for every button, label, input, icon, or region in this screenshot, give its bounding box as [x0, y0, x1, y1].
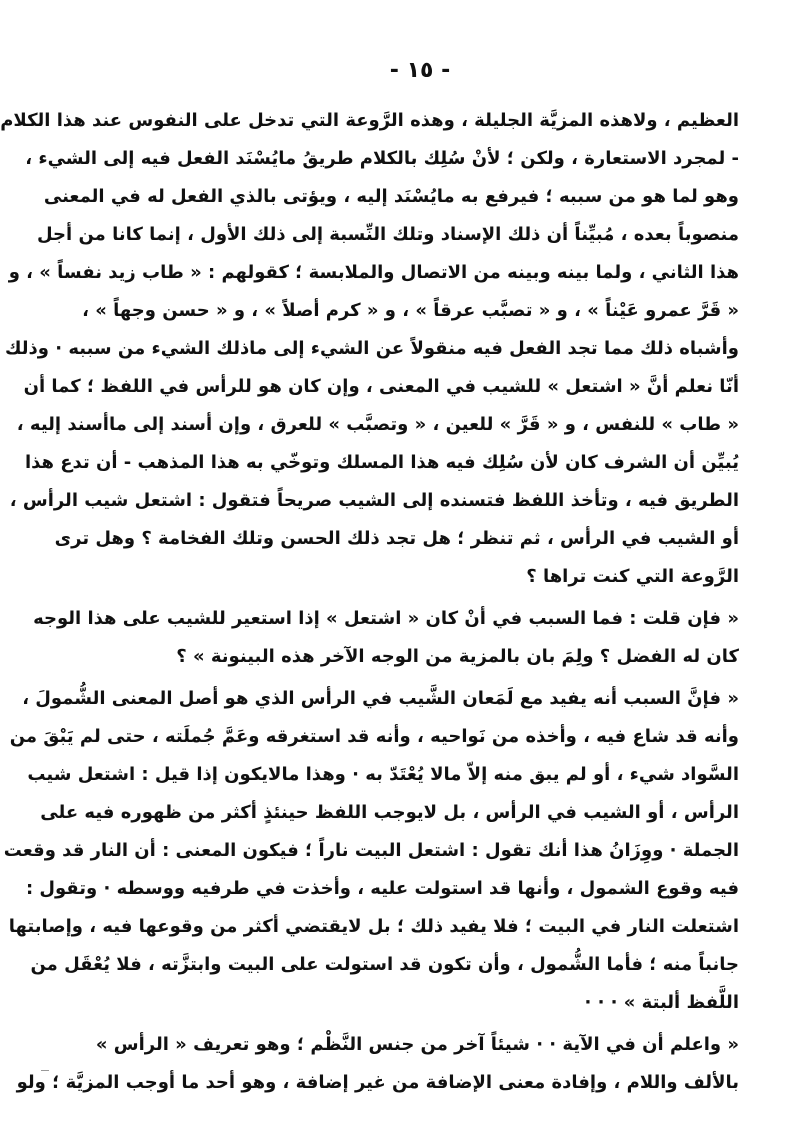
scan-edge-mark: [41, 1070, 49, 1071]
text-line: بالألف واللام ، وإفادة معنى الإضافة من غير إضافة ، وهو أحد ما أوجب المزيَّة ؛ ولو: [16, 1072, 739, 1093]
text-line: الجملة · ووِزَانُ هذا أنك تقول : اشتعل البيت ناراً ؛ فيكون المعنى : أن النار قد وقعت: [3, 840, 739, 861]
text-line: وهو لما هو من سببه ؛ فيرفع به مايُسْنَد إليه ، ويؤتى بالذي الفعل له في المعنى: [43, 186, 739, 207]
text-line: منصوباً بعده ، مُبيِّناً أن ذلك الإسناد وتلك النِّسبة إلى ذلك الأول ، إنما كانا من أجل: [36, 224, 739, 245]
text-line: - لمجرد الاستعارة ، ولكن ؛ لأنْ سُلِك بالكلام طريقُ مايُسْنَد الفعل فيه إلى الشيء ،: [25, 148, 739, 169]
text-line: « واعلم أن في الآية · · شيئاً آخر من جنس النَّظْم ؛ وهو تعريف « الرأس »: [95, 1034, 739, 1055]
body-text: [0, 102, 739, 1102]
text-line: وأشباه ذلك مما تجد الفعل فيه منقولاً عن الشيء إلى ماذلك الشيء من سببه · وذلك: [5, 338, 739, 359]
text-line: « فإنَّ السبب أنه يفيد مع لَمَعان الشَّيب في الرأس الذي هو أصل المعنى الشُّمولَ ،: [22, 688, 739, 709]
text-line: السَّواد شيء ، أو لم يبق منه إلاّ مالا يُعْتَدّ به · وهذا مالايكون إذا قيل : اشتعل شيب: [27, 764, 739, 785]
text-line: كان له الفضل ؟ ولِمَ بان بالمزية من الوجه الآخر هذه البينونة » ؟: [176, 646, 739, 667]
text-line: أنّا نعلم أنَّ « اشتعل » للشيب في المعنى ، وإن كان هو للرأس في اللفظ ؛ كما أن: [23, 376, 739, 397]
text-line: اشتعلت النار في البيت ؛ فلا يفيد ذلك ؛ بل لايقتضي أكثر من وقوعها فيه ، وإصابتها: [8, 916, 739, 937]
text-line: « فإن قلت : فما السبب في أنْ كان « اشتعل » إذا استعير للشيب على هذا الوجه: [33, 608, 739, 629]
text-line: أو الشيب في الرأس ، ثم تنظر ؛ هل تجد ذلك الحسن وتلك الفخامة ؟ وهل ترى: [54, 528, 739, 549]
text-line: الطريق فيه ، وتأخذ اللفظ فتسنده إلى الشيب صريحاً فتقول : اشتعل شيب الرأس ،: [9, 490, 739, 511]
text-line: وأنه قد شاع فيه ، وأخذه من نَواحيه ، وأنه قد استغرقه وعَمَّ جُملَته ، حتى لم يَبْقَ من: [9, 726, 739, 747]
page-number: - ١٥ -: [389, 58, 451, 83]
text-line: اللَّفظ ألبتة » · · ·: [584, 992, 739, 1013]
text-line: الرأس ، أو الشيب في الرأس ، بل لايوجب اللفظ حينئذٍ أكثر من ظهوره فيه على: [40, 802, 739, 823]
text-line: العظيم ، ولاهذه المزيَّة الجليلة ، وهذه الرَّوعة التي تدخل على النفوس عند هذا الكلام: [0, 110, 739, 131]
text-line: يُبيِّن أن الشرف كان لأن سُلِك فيه هذا المسلك وتوخّي به هذا المذهب - أن تدع هذا: [24, 452, 739, 473]
text-line: هذا الثاني ، ولما بينه وبينه من الاتصال والملابسة ؛ كقولهم : « طاب زيد نفساً » ، و: [8, 262, 739, 283]
text-line: جانباً منه ؛ فأما الشُّمول ، وأن تكون قد استولت على البيت وابتزَّته ، فلا يُعْقَل من: [30, 954, 739, 975]
text-line: الرَّوعة التي كنت تراها ؟: [526, 566, 739, 587]
text-line: فيه وقوع الشمول ، وأنها قد استولت عليه ، وأخذت في طرفيه ووسطه · وتقول :: [25, 878, 739, 899]
text-line: « قَرَّ عمرو عَيْناً » ، و « تصبَّب عرقاً » ، و « كرم أصلاً » ، و « حسن وجهاً » ،: [82, 300, 739, 321]
text-line: « طاب » للنفس ، و « قَرَّ » للعين ، « وتصبَّب » للعرق ، وإن أسند إلى ماأسند إليه ،: [16, 414, 739, 435]
